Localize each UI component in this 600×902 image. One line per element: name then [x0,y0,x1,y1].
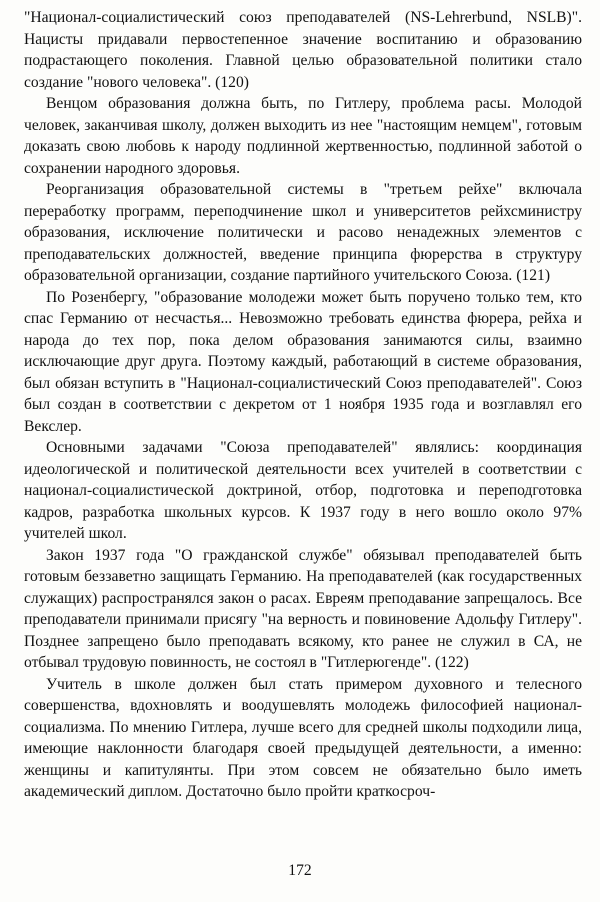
paragraph-2: Венцом образования должна быть, по Гитлеру, проблема расы. Молодой человек, заканчивая школу, должен выходить из нее "настоящим немцем", готовым доказать свою любовь к народу подлинной жертвенностью, подлинной заботой о сохранении народного здоровья. [24,95,582,177]
paragraph-6: Закон 1937 года "О гражданской службе" обязывал преподавателей быть готовым беззаветно защищать Германию. На преподавателей (как государственных служащих) распространялся закон о расах. Евреям преподавание запрещалось. Все преподаватели принимали присягу "на верность и повиновение Адольфу Гитлеру". Позднее запрещено было преподавать всякому, кто ранее не служил в СА, не отбывал трудовую повинность, не состоял в "Гитлерюгенде". (122) [24,546,582,671]
paragraph-1: "Национал-социалистический союз преподавателей (NS-Lehrerbund, NSLB)". Нацисты придавали первостепенное значение воспитанию и образованию подрастающего поколения. Главной целью образовательной политики стало создание "нового человека". (120) [24,9,582,91]
paragraph-5: Основными задачами "Союза преподавателей" являлись: координация идеологической и политической деятельности всех учителей в соответствии с национал-социалистической доктриной, отбор, подготовка и переподготовка кадров, разработка школьных курсов. К 1937 году в него вошло около 97% учителей школ. [24,439,582,542]
paragraph-7: Учитель в школе должен был стать примером духовного и телесного совершенства, вдохновлять и воодушевлять молодежь философией национал-социализма. По мнению Гитлера, лучше всего для средней школы подходили лица, имеющие наклонности благодаря своей предыдущей деятельности, а именно: женщины и капитулянты. При этом совсем не обязательно было иметь академический диплом. Достаточно было пройти краткосроч- [24,675,582,800]
page-number: 172 [288,862,312,879]
paragraph-3: Реорганизация образовательной системы в "третьем рейхе" включала переработку программ, переподчинение школ и университетов рейхсминистру образования, исключение политически и расово ненадежных элементов с преподавательских должностей, введение принципа фюрерства в структуру образовательной организации, создание партийного учительского Союза. (121) [24,181,582,284]
text-body [24,7,582,803]
paragraph-4: По Розенбергу, "образование молодежи может быть поручено только тем, кто спас Германию от несчастья... Невозможно требовать единства фюрера, рейха и народа до тех пор, пока делом образования занимаются силы, взаимно исключающие друг друга. Поэтому каждый, работающий в системе образования, был обязан вступить в "Национал-социалистический Союз преподавателей". Союз был создан в соответствии с декретом от 1 ноября 1935 года и возглавлял его Векслер. [24,288,582,435]
